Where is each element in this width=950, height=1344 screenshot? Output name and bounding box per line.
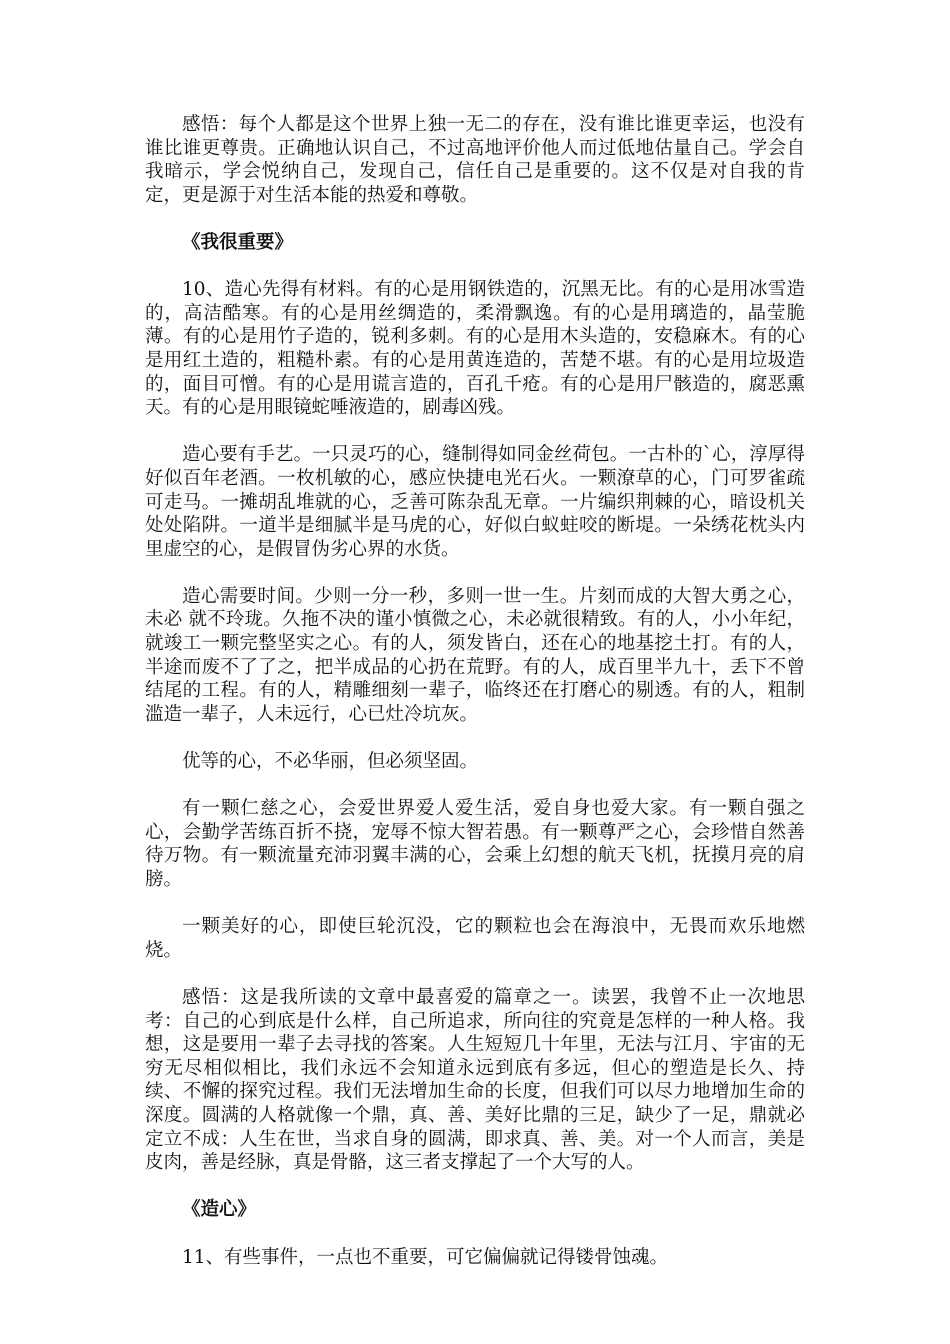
paragraph-superior-heart: 优等的心，不必华丽，但必须坚固。 — [182, 751, 479, 773]
paragraph-beautiful-heart: 一颗美好的心，即使巨轮沉没，它的颗粒也会在海浪中，无畏而欢乐地燃烧。 — [145, 916, 805, 961]
paragraph-item-11: 11、有些事件，一点也不重要，可它偏偏就记得镂骨蚀魂。 — [182, 1246, 669, 1268]
reflection-paragraph-2: 感悟：这是我所读的文章中最喜爱的篇章之一。读罢，我曾不止一次地思考：自己的心到底是什么样，自己所追求，所向往的究竟是怎样的一种人格。我想，这是要用一辈子去寻找的答案。人生短短几十年里，无法与江月、宇宙的无穷无尽相似相比，我们永远不会知道永远到底有多远，但心的塑造是长久、持续、不懈的探究过程。我们无法增加生命的长度，但我们可以尽力地增加生命的深度。圆满的人格就像一个鼎，真、善、美好比鼎的三足，缺少了一足，鼎就必定立不成：人生在世，当求自身的圆满，即求真、善、美。对一个人而言，美是皮肉，善是经脉，真是骨骼，这三者支撑起了一个大写的人。 — [145, 986, 805, 1174]
paragraph-craft: 造心要有手艺。一只灵巧的心，缝制得如同金丝荷包。一古朴的`心，淳厚得好似百年老酒。一枚机敏的心，感应快捷电光石火。一颗潦草的心，门可罗雀疏可走马。一摊胡乱堆就的心，乏善可陈杂乱无章。一片编织荆棘的心，暗设机关处处陷阱。一道半是细腻半是马虎的心，好似白蚁蛀咬的断堤。一朵绣花枕头内里虚空的心，是假冒伪劣心界的水货。 — [145, 444, 805, 560]
reflection-paragraph-1: 感悟：每个人都是这个世界上独一无二的存在，没有谁比谁更幸运，也没有谁比谁更尊贵。正确地认识自己，不过高地评价他人而过低地估量自己。学会自我暗示，学会悦纳自己，发现自己，信任自己是重要的。这不仅是对自我的肯定，更是源于对生活本能的热爱和尊敬。 — [145, 114, 805, 206]
document-body — [145, 113, 805, 1293]
paragraph-time: 造心需要时间。少则一分一秒，多则一世一生。片刻而成的大智大勇之心，未必 就不玲珑。久拖不决的谨小慎微之心，未必就很精致。有的人，小小年纪，就竣工一颗完整坚实之心。有的人，须发皆白，还在心的地基挖土打。有的人，半途而废不了了之，把半成品的心扔在荒野。有的人，成百里半九十，丢下不曾结尾的工程。有的人，精雕细刻一辈子，临终还在打磨心的剔透。有的人，粗制滥造一辈子，人未远行，心已灶冷坑灰。 — [145, 585, 805, 725]
title-wo-hen-zhongyao: 《我很重要》 — [182, 231, 294, 253]
paragraph-materials: 10、造心先得有材料。有的心是用钢铁造的，沉黑无比。有的心是用冰雪造的，高洁酷寒。有的心是用丝绸造的，柔滑飘逸。有的心是用璃造的，晶莹脆薄。有的心是用竹子造的，锐利多刺。有的心是用木头造的，安稳麻木。有的心是用红土造的，粗糙朴素。有的心是用黄连造的，苦楚不堪。有的心是用垃圾造的，面目可憎。有的心是用谎言造的，百孔千疮。有的心是用尸骸造的，腐恶熏天。有的心是用眼镜蛇唾液造的，剧毒凶残。 — [145, 279, 805, 419]
paragraph-kind-heart: 有一颗仁慈之心，会爱世界爱人爱生活，爱自身也爱大家。有一颗自强之心，会勤学苦练百折不挠，宠辱不惊大智若愚。有一颗尊严之心，会珍惜自然善待万物。有一颗流量充沛羽翼丰满的心，会乘上幻想的航天飞机，抚摸月亮的肩膀。 — [145, 798, 805, 890]
title-zao-xin: 《造心》 — [182, 1199, 257, 1221]
